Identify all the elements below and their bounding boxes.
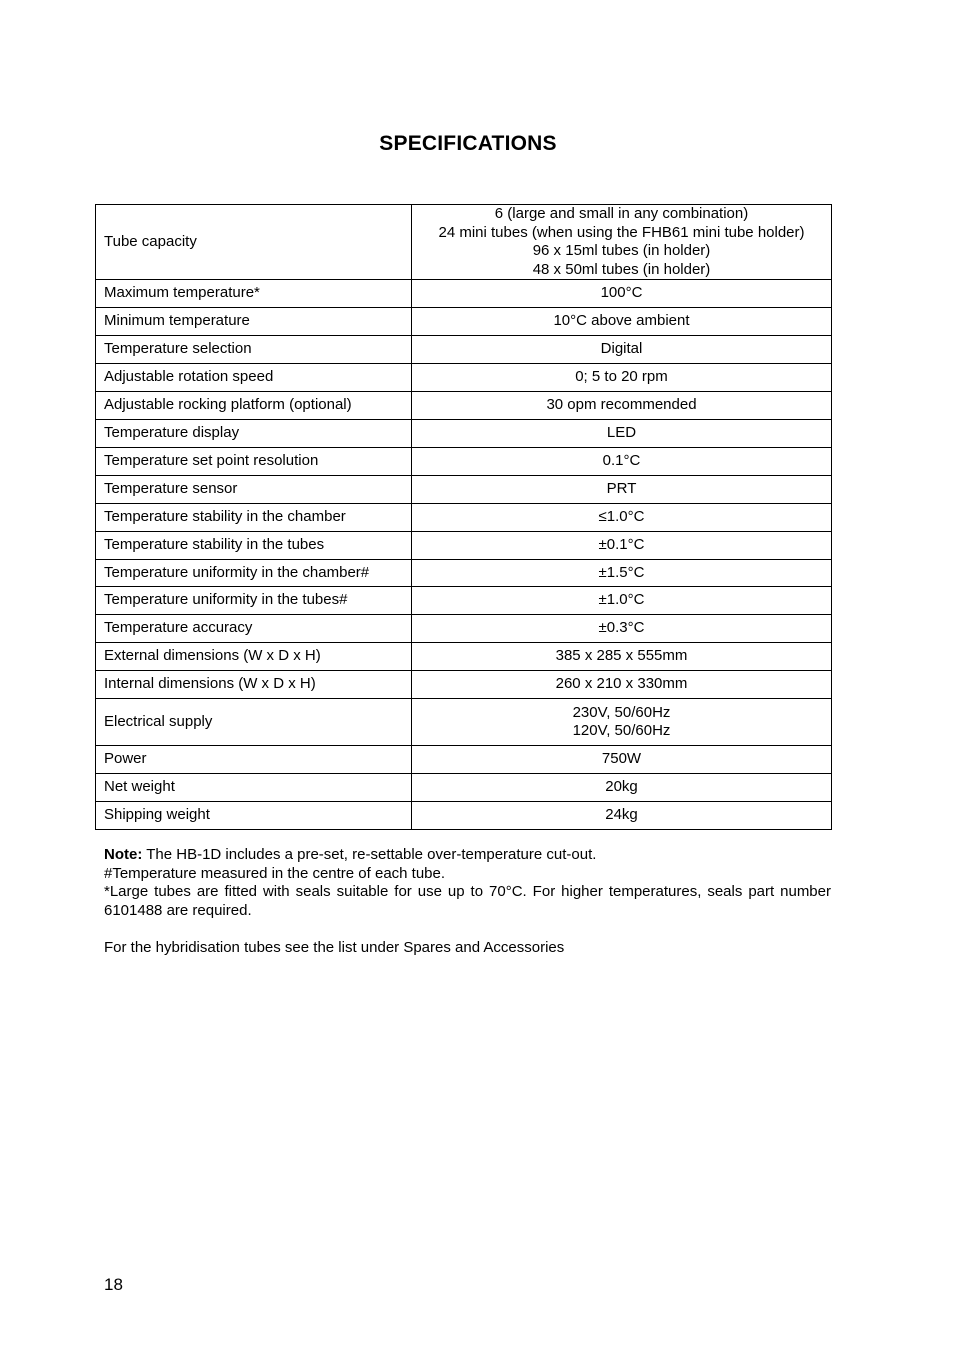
spec-parameter: Temperature selection <box>96 336 412 364</box>
note-overtemp <box>104 846 831 865</box>
note-text: The HB-1D includes a pre-set, re-settable over-temperature cut-out. <box>142 846 597 863</box>
spec-value <box>412 587 832 615</box>
note-large-tubes-seals: *Large tubes are fitted with seals suitable for use up to 70°C. For higher temperatures, seals part number 6101488 are required. <box>104 883 831 919</box>
spec-parameter: Temperature sensor <box>96 476 412 504</box>
spec-row <box>96 532 832 560</box>
notes-section <box>104 846 831 957</box>
spec-value <box>412 392 832 420</box>
page-number: 18 <box>104 1275 123 1294</box>
spec-value-line: 0.1°C <box>602 452 641 470</box>
spec-value-line: PRT <box>606 480 637 498</box>
note-hybridisation-tubes: For the hybridisation tubes see the list under Spares and Accessories <box>104 938 565 956</box>
spec-value <box>412 308 832 336</box>
spec-value-line: 24kg <box>605 806 638 824</box>
spec-value-line: 0; 5 to 20 rpm <box>575 368 668 386</box>
spec-parameter: Tube capacity <box>96 205 412 280</box>
spec-row <box>96 504 832 532</box>
spec-row <box>96 392 832 420</box>
spec-row <box>96 364 832 392</box>
spec-value-line: ±0.1°C <box>598 536 645 554</box>
spec-row <box>96 671 832 699</box>
spec-value <box>412 643 832 671</box>
spec-row <box>96 587 832 615</box>
spec-value-line: 24 mini tubes (when using the FHB61 mini tube holder) <box>438 223 805 241</box>
spec-value <box>412 205 832 280</box>
spec-row <box>96 420 832 448</box>
spec-parameter: Temperature uniformity in the tubes# <box>96 587 412 615</box>
spec-value <box>412 532 832 560</box>
spec-parameter: Minimum temperature <box>96 308 412 336</box>
spec-value-line: 30 opm recommended <box>546 396 697 414</box>
spec-parameter: Adjustable rocking platform (optional) <box>96 392 412 420</box>
spec-value-line: 120V, 50/60Hz <box>572 722 671 739</box>
spec-value-line: 100°C <box>600 284 643 302</box>
spec-parameter: External dimensions (W x D x H) <box>96 643 412 671</box>
spec-value <box>412 774 832 802</box>
spec-value-line: ±1.0°C <box>598 591 645 609</box>
spec-parameter: Net weight <box>96 774 412 802</box>
spec-parameter: Power <box>96 746 412 774</box>
spec-value-line: 10°C above ambient <box>553 312 690 330</box>
specifications-table <box>95 204 832 830</box>
spec-parameter: Temperature accuracy <box>96 615 412 643</box>
spec-value-line: 6 (large and small in any combination) <box>494 205 749 222</box>
spec-parameter: Temperature uniformity in the chamber# <box>96 560 412 587</box>
note-temperature-measured: #Temperature measured in the centre of each tube. <box>104 864 446 882</box>
spec-value <box>412 364 832 392</box>
spec-row <box>96 336 832 364</box>
spec-parameter: Temperature stability in the chamber <box>96 504 412 532</box>
spec-parameter: Adjustable rotation speed <box>96 364 412 392</box>
spec-value <box>412 560 832 587</box>
spec-row <box>96 615 832 643</box>
spec-value-line: 20kg <box>605 778 638 796</box>
spec-value <box>412 802 832 830</box>
spec-parameter: Temperature display <box>96 420 412 448</box>
spec-value <box>412 615 832 643</box>
spec-parameter: Electrical supply <box>96 699 412 746</box>
spec-value <box>412 476 832 504</box>
spec-row <box>96 699 832 746</box>
spec-value-line: Digital <box>600 340 643 358</box>
spec-value-line: 260 x 210 x 330mm <box>555 675 688 693</box>
spec-value-line: 230V, 50/60Hz <box>572 703 671 721</box>
note-label: Note: <box>104 846 143 863</box>
spec-value-line: ±1.5°C <box>598 563 645 581</box>
spec-value <box>412 746 832 774</box>
spec-row <box>96 802 832 830</box>
spec-parameter: Maximum temperature* <box>96 280 412 308</box>
spec-value <box>412 420 832 448</box>
spec-value-line: 385 x 285 x 555mm <box>555 647 688 665</box>
spec-value-line: 48 x 50ml tubes (in holder) <box>532 260 711 278</box>
spec-value <box>412 280 832 308</box>
spec-row <box>96 448 832 476</box>
spec-value-line: 750W <box>601 750 642 768</box>
spec-parameter: Temperature stability in the tubes <box>96 532 412 560</box>
spec-row <box>96 774 832 802</box>
spec-row <box>96 560 832 587</box>
spec-value-line: LED <box>606 424 637 442</box>
spec-row <box>96 308 832 336</box>
spec-row <box>96 746 832 774</box>
spec-value <box>412 448 832 476</box>
spec-value <box>412 699 832 746</box>
spec-row <box>96 476 832 504</box>
spec-value <box>412 504 832 532</box>
spec-row <box>96 280 832 308</box>
spec-value-line: 96 x 15ml tubes (in holder) <box>532 242 711 259</box>
page-title: SPECIFICATIONS <box>379 132 557 155</box>
spec-value-line: ≤1.0°C <box>598 508 645 526</box>
spec-row <box>96 643 832 671</box>
spec-value <box>412 671 832 699</box>
spec-parameter: Shipping weight <box>96 802 412 830</box>
spec-value <box>412 336 832 364</box>
spec-value-line: ±0.3°C <box>598 619 645 637</box>
spec-parameter: Temperature set point resolution <box>96 448 412 476</box>
spec-parameter: Internal dimensions (W x D x H) <box>96 671 412 699</box>
spec-row <box>96 205 832 280</box>
